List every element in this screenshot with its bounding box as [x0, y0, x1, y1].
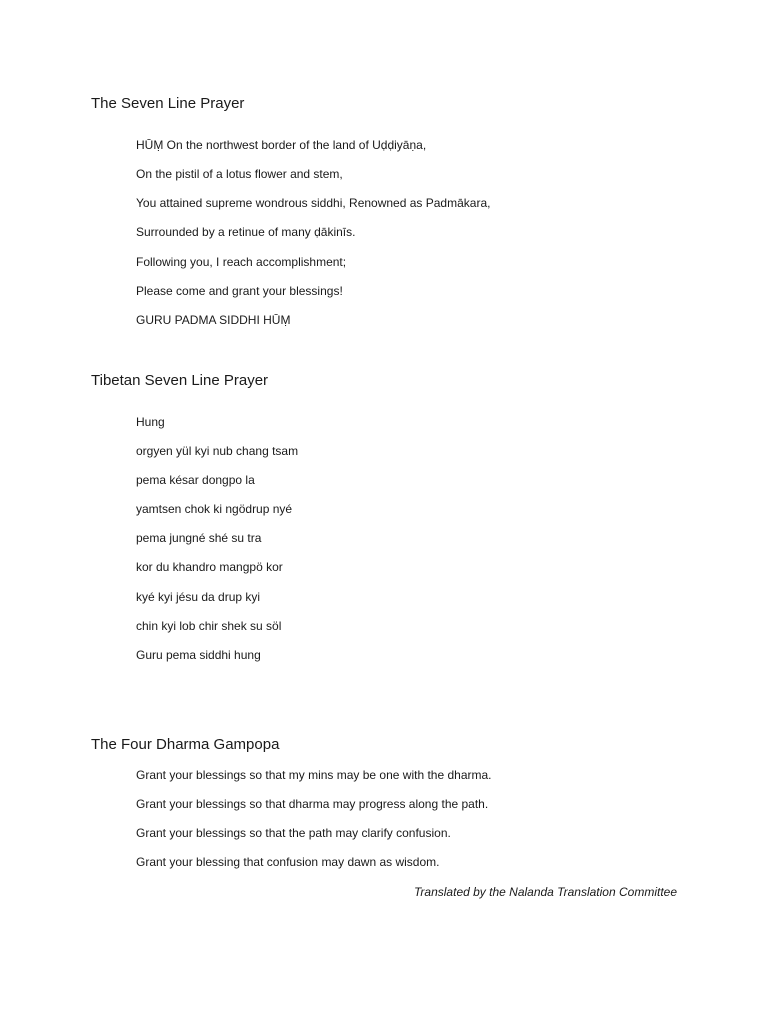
prayer-line: Grant your blessings so that my mins may be one with the dharma.: [136, 768, 492, 782]
prayer-line: chin kyi lob chir shek su söl: [136, 619, 282, 633]
section-heading-seven-line-prayer: The Seven Line Prayer: [91, 95, 245, 112]
prayer-line: You attained supreme wondrous siddhi, Renowned as Padmākara,: [136, 196, 491, 210]
prayer-line: HŪṂ On the northwest border of the land of Uḍḍiyāṇa,: [136, 138, 427, 152]
prayer-line: On the pistil of a lotus flower and stem,: [136, 167, 343, 181]
prayer-line: Guru pema siddhi hung: [136, 648, 261, 662]
prayer-line: Grant your blessing that confusion may dawn as wisdom.: [136, 855, 440, 869]
translation-credit: Translated by the Nalanda Translation Committee: [413, 885, 677, 899]
prayer-line: kor du khandro mangpö kor: [136, 560, 283, 574]
prayer-line: pema késar dongpo la: [136, 473, 255, 487]
prayer-line: Hung: [136, 415, 165, 429]
prayer-line: Grant your blessings so that the path may clarify confusion.: [136, 826, 451, 840]
prayer-line: GURU PADMA SIDDHI HŪṂ: [136, 313, 291, 327]
prayer-line: kyé kyi jésu da drup kyi: [136, 590, 261, 604]
prayer-line: Please come and grant your blessings!: [136, 284, 343, 298]
section-heading-four-dharma-gampopa: The Four Dharma Gampopa: [91, 736, 280, 753]
prayer-line: Grant your blessings so that dharma may progress along the path.: [136, 797, 489, 811]
prayer-line: Surrounded by a retinue of many ḍākinīs.: [136, 225, 356, 239]
section-heading-tibetan-seven-line-prayer: Tibetan Seven Line Prayer: [91, 372, 269, 389]
prayer-line: orgyen yül kyi nub chang tsam: [136, 444, 299, 458]
prayer-line: yamtsen chok ki ngödrup nyé: [136, 502, 293, 516]
prayer-line: Following you, I reach accomplishment;: [136, 255, 347, 269]
prayer-line: pema jungné shé su tra: [136, 531, 262, 545]
